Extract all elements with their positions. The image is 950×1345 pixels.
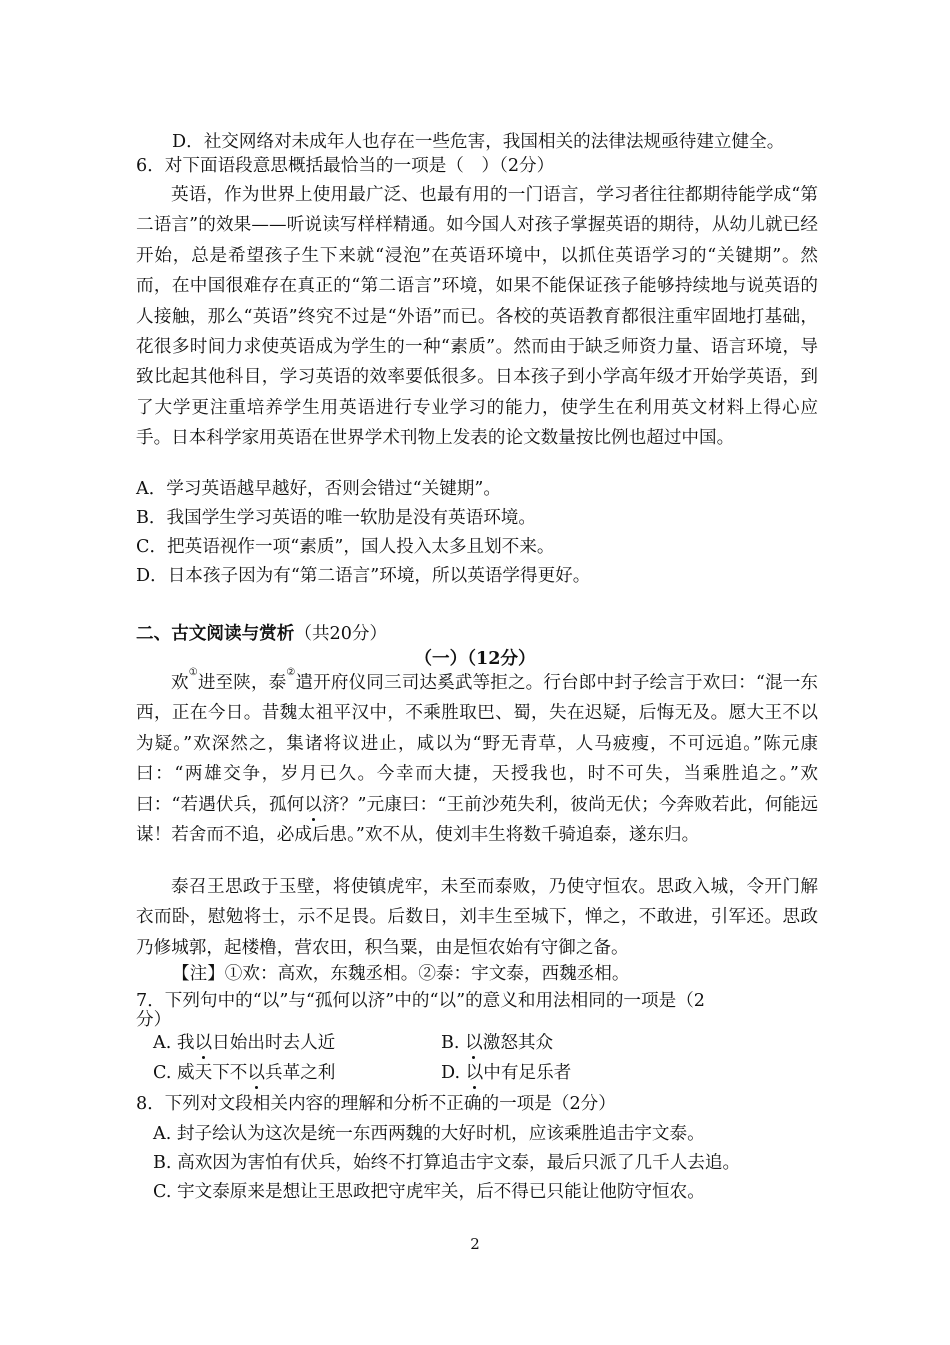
q7-d-dotted: 以 <box>465 1063 484 1083</box>
q8-option-a: A. 封子绘认为这次是统一东西两魏的大好时机，应该乘胜追击宇文泰。 <box>153 1124 705 1144</box>
q6-option-c: C．把英语视作一项“素质”，国人投入太多且划不来。 <box>136 537 555 557</box>
q6-option-a: A．学习英语越早越好，否则会错过“关键期”。 <box>136 479 501 499</box>
p1-dotted-yi: 以 <box>304 794 323 815</box>
q8-stem: 8．下列对文段相关内容的理解和分析不正确的一项是（2分） <box>136 1094 616 1114</box>
p1-text-3: 遣开府仪同三司达奚武等拒之。行台郎中封子绘言于欢曰：“混一东西，正在今日。昔魏太祖平汉中，不乘胜取巴、蜀，失在迟疑，后悔无及。愿大王不以为疑。”欢深然之，集诸将议进止，咸以为“野无青草，人马疲瘦，不可远追。”陈元康曰：“两雄交争，岁月已久。今幸而大捷，天授我也，时不可失，当乘胜追之。”欢曰：“若遇伏兵，孤何 <box>136 673 819 815</box>
section-title: 二、古文阅读与赏析 <box>136 623 295 644</box>
q5-option-d: D．社交网络对未成年人也存在一些危害，我国相关的法律法规亟待建立健全。 <box>172 132 785 152</box>
q6-option-d: D．日本孩子因为有“第二语言”环境，所以英语学得更好。 <box>136 566 591 586</box>
q6-stem: 6．对下面语段意思概括最恰当的一项是（ ）（2分） <box>136 156 555 176</box>
classical-note: 【注】①欢：高欢，东魏丞相。②泰：宇文泰，西魏丞相。 <box>172 964 630 984</box>
p1-text-4: 济？”元康曰：“王前沙苑失利，彼尚无伏；今奔败若此，何能远谋！若舍而不追，必成后患。”欢不从，使刘丰生将数千骑追泰，遂东归。 <box>136 794 818 846</box>
section-points: （共20分） <box>294 624 388 644</box>
p1-text-2: 进至陕，泰 <box>197 673 287 693</box>
sub-heading: （一）（12分） <box>414 648 536 669</box>
classical-paragraph-2: 泰召王思政于玉壁，将使镇虎牢，未至而泰败，乃使守恒农。思政入城，令开门解衣而卧，慰勉将士，示不足畏。后数日，刘丰生至城下，惮之，不敢进，引军还。思政乃修城郭，起楼橹，营农田，积刍粟，由是恒农始有守御之备。 <box>136 877 818 958</box>
q8-option-b: B. 高欢因为害怕有伏兵，始终不打算追击宇文泰，最后只派了几千人去追。 <box>153 1153 741 1173</box>
q7-stem-line2: 分） <box>136 1010 172 1030</box>
q7-option-b: B. 以激怒其众 <box>441 1033 554 1053</box>
section-heading <box>136 623 387 645</box>
q6-option-b: B．我国学生学习英语的唯一软肋是没有英语环境。 <box>136 508 536 528</box>
q7-option-c: C. 威天下不以兵革之利 <box>153 1063 336 1083</box>
q7-b-dotted: 以 <box>465 1033 483 1053</box>
q7-stem-line1: 7．下列句中的“以”与“孤何以济”中的“以”的意义和用法相同的一项是（2 <box>136 991 705 1011</box>
p1-text-1: 欢 <box>171 673 189 693</box>
q6-passage: 英语，作为世界上使用最广泛、也最有用的一门语言，学习者往往都期待能学成“第二语言”的效果——听说读写样样精通。如今国人对孩子掌握英语的期待，从幼儿就已经开始，总是希望孩子生下来就“浸泡”在英语环境中，以抓住英语学习的“关键期”。然而，在中国很难存在真正的“第二语言”环境，如果不能保证孩子能够持续地与说英语的人接触，那么“英语”终究不过是“外语”而已。各校的英语教育都很注重牢固地打基础，花很多时间力求使英语成为学生的一种“素质”。然而由于缺乏师资力量、语言环境，导致比起其他科目，学习英语的效率要低很多。日本孩子到小学高年级才开始学英语，到了大学更注重培养学生用英语进行专业学习的能力，使学生在利用英文材料上得心应手。日本科学家用英语在世界学术刊物上发表的论文数量按比例也超过中国。 <box>136 185 818 449</box>
q7-a-dotted: 以 <box>194 1033 213 1053</box>
q7-option-a: A. 我以日始出时去人近 <box>153 1033 336 1053</box>
q8-option-c: C. 宇文泰原来是想让王思政把守虎牢关，后不得已只能让他防守恒农。 <box>153 1182 705 1202</box>
page-number: 2 <box>470 1235 480 1253</box>
q7-c-dotted: 以 <box>247 1063 266 1083</box>
footnote-mark-1: ① <box>188 667 198 678</box>
footnote-mark-2: ② <box>286 667 296 678</box>
classical-paragraph-1 <box>136 668 818 850</box>
q7-option-d: D. 以中有足乐者 <box>441 1063 572 1083</box>
